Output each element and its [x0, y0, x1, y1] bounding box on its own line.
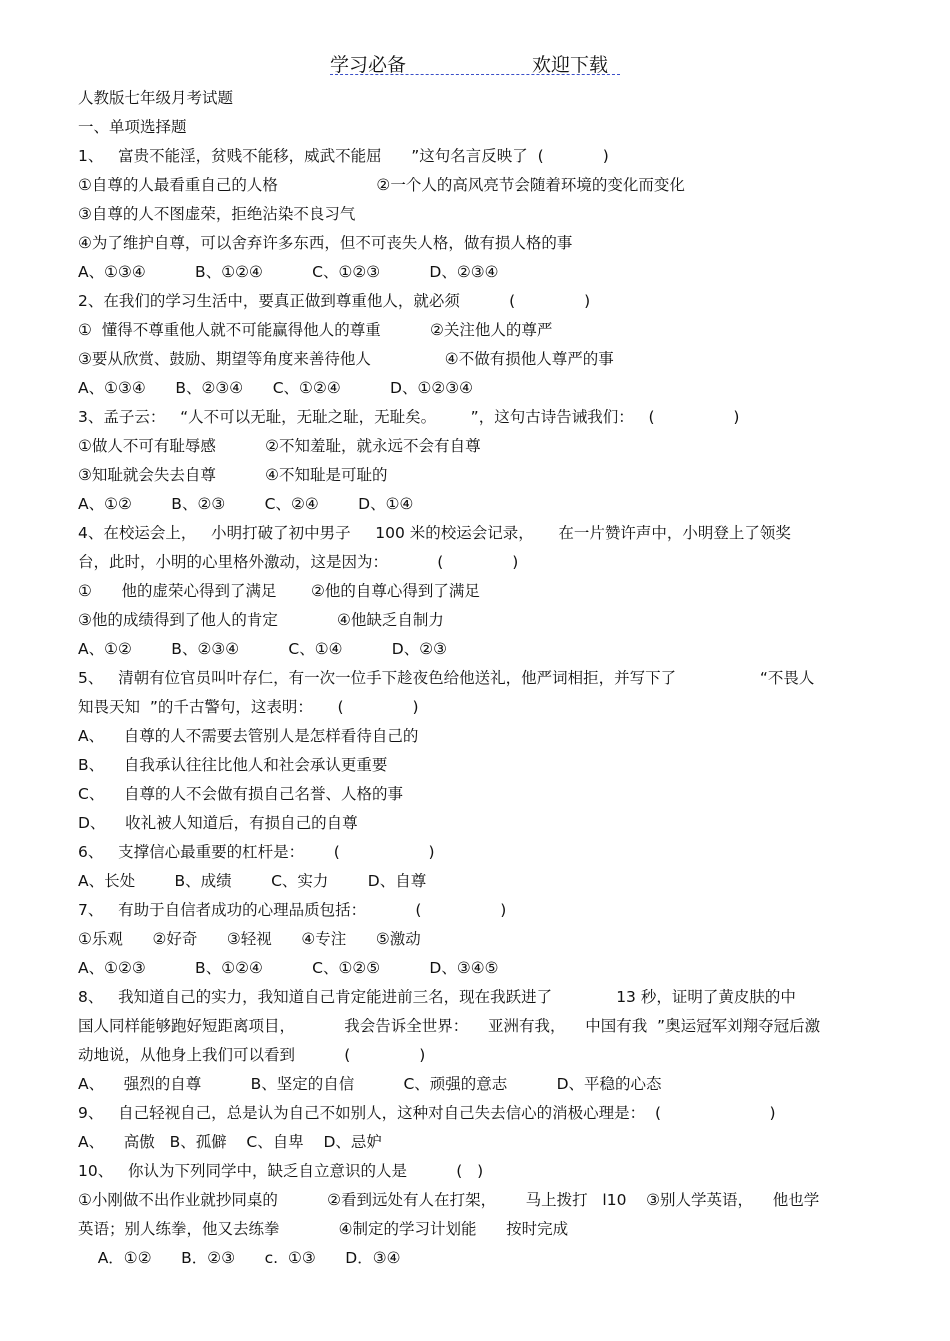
text-line: ③自尊的人不图虚荣，拒绝沾染不良习气	[78, 205, 356, 223]
text-line: A、 强烈的自尊 B、坚定的自信 C、顽强的意志 D、平稳的心态	[78, 1075, 662, 1093]
text-line: A、 高傲 B、孤僻 C、自卑 D、忌妒	[78, 1133, 382, 1151]
text-line: A、长处 B、成绩 C、实力 D、自尊	[78, 872, 427, 890]
text-line: ① 他的虚荣心得到了满足 ②他的自尊心得到了满足	[78, 582, 480, 600]
text-line: 人教版七年级月考试题	[78, 89, 234, 107]
text-line: ③他的成绩得到了他人的肯定 ④他缺乏自制力	[78, 611, 444, 629]
text-line: ③知耻就会失去自尊 ④不知耻是可耻的	[78, 466, 388, 484]
text-line: B、 自我承认往往比他人和社会承认更重要	[78, 756, 388, 774]
text-line: ① 懂得不尊重他人就不可能赢得他人的尊重 ②关注他人的尊严	[78, 321, 553, 339]
text-line: ①自尊的人最看重自己的人格 ②一个人的高风亮节会随着环境的变化而变化	[78, 176, 685, 194]
text-line: A、①②③ B、①②④ C、①②⑤ D、③④⑤	[78, 959, 499, 977]
text-line: 3、孟子云： “人不可以无耻，无耻之耻，无耻矣。 ”，这句古诗告诫我们： ( )	[78, 408, 740, 426]
text-line: ①做人不可有耻辱感 ②不知羞耻，就永远不会有自尊	[78, 437, 481, 455]
text-line: 9、 自己轻视自己，总是认为自己不如别人，这种对自己失去信心的消极心理是： ( )	[78, 1104, 776, 1122]
text-line: 4、在校运会上， 小明打破了初中男子 100 米的校运会记录， 在一片赞许声中，小明登上了领奖	[78, 524, 791, 542]
text-line: 10、 你认为下列同学中，缺乏自立意识的人是 ( )	[78, 1162, 484, 1180]
text-line: A、 自尊的人不需要去管别人是怎样看待自己的	[78, 727, 419, 745]
text-line: ①小刚做不出作业就抄同桌的 ②看到远处有人在打架， 马上拨打 l10 ③别人学英语， 他也学	[78, 1191, 820, 1209]
text-line: 动地说，从他身上我们可以看到 ( )	[78, 1046, 426, 1064]
text-line: 5、 清朝有位官员叫叶存仁，有一次一位手下趁夜色给他送礼，他严词相拒，并写下了 “不畏人	[78, 669, 815, 687]
text-line: A、①③④ B、②③④ C、①②④ D、①②③④	[78, 379, 474, 397]
text-line: 7、 有助于自信者成功的心理品质包括： ( )	[78, 901, 507, 919]
header-right-text: 欢迎下载	[532, 54, 609, 76]
text-line: 1、 富贵不能淫，贫贱不能移，威武不能屈 ”这句名言反映了 ( )	[78, 147, 609, 165]
text-line: D、 收礼被人知道后，有损自己的自尊	[78, 814, 358, 832]
text-line: 2、在我们的学习生活中，要真正做到尊重他人，就必须 ( )	[78, 292, 591, 310]
text-line: 6、 支撑信心最重要的杠杆是： ( )	[78, 843, 435, 861]
text-line: A、①② B、②③ C、②④ D、①④	[78, 495, 414, 513]
text-line: 英语；别人练拳，他又去练拳 ④制定的学习计划能 按时完成	[78, 1220, 569, 1238]
text-line: A．①② B．②③ c. ①③ D．③④	[78, 1249, 401, 1267]
page-header	[0, 50, 950, 78]
text-line: ④为了维护自尊，可以舍弃许多东西，但不可丧失人格，做有损人格的事	[78, 234, 573, 252]
text-line: A、①② B、②③④ C、①④ D、②③	[78, 640, 448, 658]
text-line: 8、 我知道自己的实力，我知道自己肯定能进前三名，现在我跃进了 13 秒，证明了黄皮肤的中	[78, 988, 796, 1006]
text-line: 台，此时，小明的心里格外激动，这是因为： ( )	[78, 553, 519, 571]
text-line: 知畏天知 ”的千古警句，这表明： ( )	[78, 698, 419, 716]
text-line: C、 自尊的人不会做有损自己名誉、人格的事	[78, 785, 404, 803]
text-line: ③要从欣赏、鼓励、期望等角度来善待他人 ④不做有损他人尊严的事	[78, 350, 614, 368]
header-left-text: 学习必备	[330, 54, 407, 76]
exam-content	[78, 84, 878, 1273]
text-line: A、①③④ B、①②④ C、①②③ D、②③④	[78, 263, 499, 281]
text-line: 国人同样能够跑好短距离项目， 我会告诉全世界： 亚洲有我， 中国有我 ”奥运冠军刘翔夺冠后激	[78, 1017, 821, 1035]
header-dashed-underline	[330, 74, 620, 75]
text-line: ①乐观 ②好奇 ③轻视 ④专注 ⑤激动	[78, 930, 421, 948]
text-line: 一、单项选择题	[78, 118, 187, 136]
